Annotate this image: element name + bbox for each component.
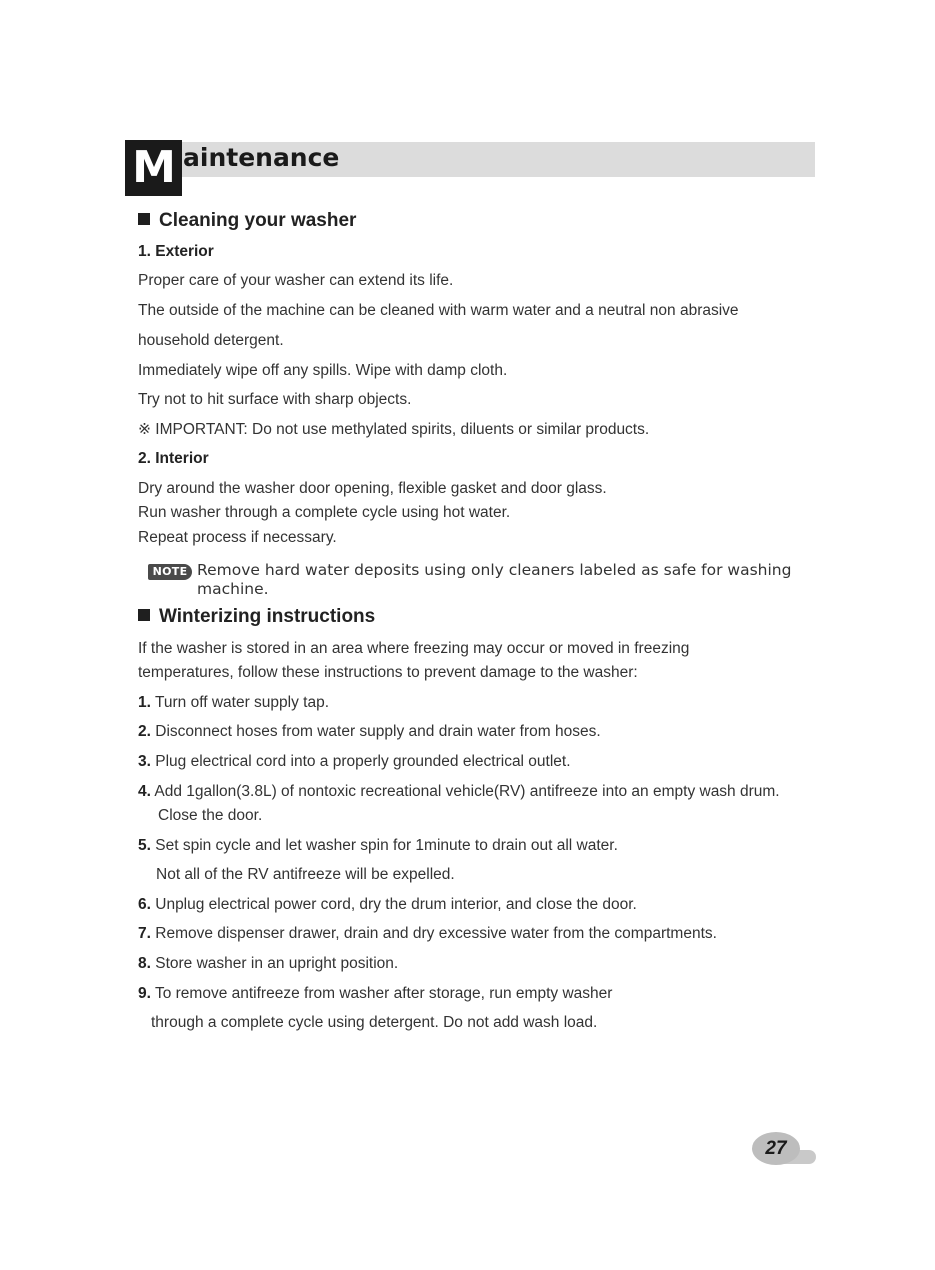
step-text: Remove dispenser drawer, drain and dry excessive water from the compartments. [155,925,717,942]
step-item [138,985,612,1003]
header-initial: M [125,140,182,196]
step-number: 6. [138,896,151,913]
step-item [138,925,717,943]
interior-line: Run washer through a complete cycle using hot water. [138,504,511,521]
exterior-line: Try not to hit surface with sharp objects. [138,391,412,408]
exterior-heading: 1. Exterior [138,243,214,260]
exterior-line: Immediately wipe off any spills. Wipe with damp cloth. [138,362,508,379]
step-text: Store washer in an upright position. [155,955,399,972]
interior-heading: 2. Interior [138,450,209,467]
step-continuation: Close the door. [158,807,263,824]
winterizing-title: Winterizing instructions [159,606,376,627]
section-header [125,140,815,196]
step-text: Add 1gallon(3.8L) of nontoxic recreational vehicle(RV) antifreeze into an empty wash drum. [154,783,780,800]
interior-line: Dry around the washer door opening, flexible gasket and door glass. [138,480,607,497]
page-number-badge [752,1132,818,1168]
exterior-line: household detergent. [138,332,284,349]
exterior-line: Proper care of your washer can extend its life. [138,272,454,289]
step-number: 5. [138,837,151,854]
step-number: 4. [138,783,151,800]
step-continuation: through a complete cycle using detergent. Do not add wash load. [151,1014,598,1031]
step-number: 7. [138,925,151,942]
winterizing-intro-line: temperatures, follow these instructions to prevent damage to the washer: [138,664,638,681]
step-item [138,837,618,855]
step-item [138,783,780,801]
step-number: 3. [138,753,151,770]
page-number: 27 [765,1138,787,1159]
winterizing-intro-line: If the washer is stored in an area where freezing may occur or moved in freezing [138,640,690,657]
step-item [138,723,601,741]
step-item [138,753,571,771]
important-warning: ※ IMPORTANT: Do not use methylated spirits, diluents or similar products. [138,421,650,438]
exterior-line: The outside of the machine can be cleaned with warm water and a neutral non abrasive [138,302,739,319]
cleaning-title: Cleaning your washer [159,210,357,231]
step-number: 9. [138,985,151,1002]
step-continuation: Not all of the RV antifreeze will be expelled. [156,866,455,883]
step-item [138,955,398,973]
square-bullet-icon [138,609,150,621]
cleaning-heading [138,210,356,232]
winterizing-heading [138,606,375,628]
interior-line: Repeat process if necessary. [138,529,337,546]
step-number: 1. [138,694,151,711]
step-text: Turn off water supply tap. [154,694,330,711]
step-number: 8. [138,955,151,972]
step-item [138,694,329,712]
step-number: 2. [138,723,151,740]
square-bullet-icon [138,213,150,225]
step-item [138,896,637,914]
header-title: aintenance [183,143,340,172]
step-text: Set spin cycle and let washer spin for 1minute to drain out all water. [155,837,618,854]
step-text: Plug electrical cord into a properly grounded electrical outlet. [155,753,571,770]
step-text: Disconnect hoses from water supply and drain water from hoses. [155,723,601,740]
step-text: Unplug electrical power cord, dry the drum interior, and close the door. [155,896,637,913]
note-text: Remove hard water deposits using only cleaners labeled as safe for washing machine. [197,561,792,598]
step-text: To remove antifreeze from washer after storage, run empty washer [154,985,613,1002]
note-badge: NOTE [148,564,192,580]
